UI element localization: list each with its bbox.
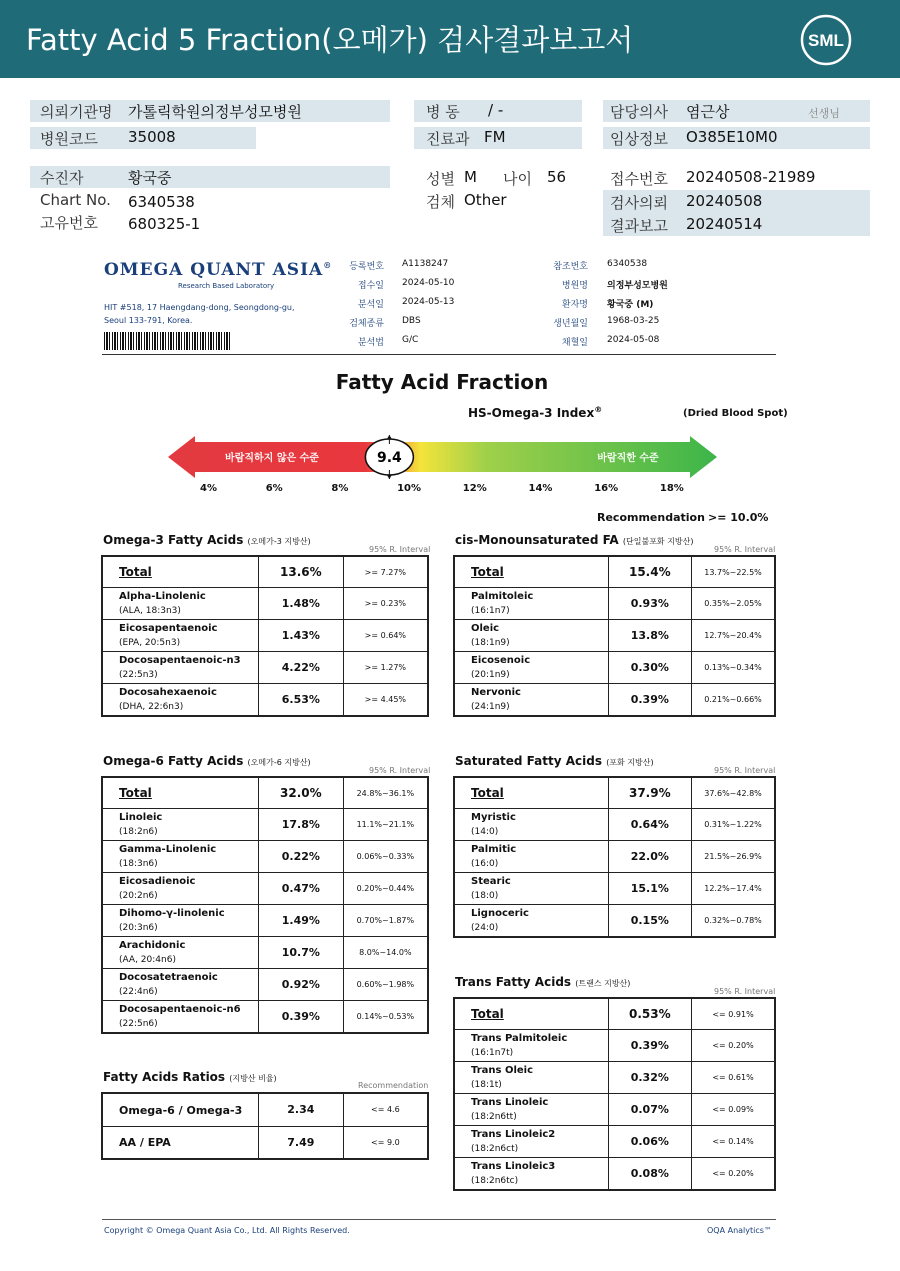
fatty-acid-code: (18:2n6ct) — [471, 1144, 519, 1155]
fatty-acid-code: (18:0) — [471, 891, 499, 902]
table-row — [102, 620, 428, 652]
lab-meta-label: 채혈일 — [561, 338, 588, 348]
fatty-acid-value: 0.92% — [258, 969, 343, 1001]
lab-meta-label: 생년월일 — [553, 319, 588, 329]
fatty-acid-label: Total — [471, 786, 504, 801]
fatty-acid-label: Eicosapentaenoic — [119, 623, 218, 635]
gauge-good-label: 바람직한 수준 — [597, 453, 659, 464]
fatty-acid-label: Total — [119, 565, 152, 580]
fatty-acid-name — [454, 809, 608, 841]
gauge-tick-label: 8% — [331, 483, 349, 494]
table-row — [454, 684, 775, 717]
oqa-subtitle: Research Based Laboratory — [178, 282, 275, 290]
table-row — [454, 556, 775, 588]
report-title: Fatty Acid 5 Fraction(오메가) 검사결과보고서 — [26, 23, 634, 57]
fatty-acid-name — [454, 556, 608, 588]
fatty-acid-value: 15.4% — [608, 556, 691, 588]
fatty-acid-name — [102, 556, 258, 588]
fatty-acid-code: (24:0) — [471, 923, 499, 934]
fatty-acid-code: (18:1t) — [471, 1080, 502, 1091]
reference-range: 0.20%~0.44% — [343, 873, 428, 905]
fatty-acid-code: (18:2n6) — [119, 827, 158, 838]
omega6-title: Omega-6 Fatty Acids (오메가-6 지방산) — [103, 754, 311, 768]
omega3-title: Omega-3 Fatty Acids (오메가-3 지방산) — [103, 533, 311, 547]
reference-range: 0.06%~0.33% — [343, 841, 428, 873]
fatty-acid-code: (18:3n6) — [119, 859, 158, 870]
reference-range: >= 0.23% — [343, 588, 428, 620]
reference-range: <= 0.91% — [692, 998, 775, 1030]
fatty-acid-label: Oleic — [471, 623, 500, 635]
table-row — [102, 1126, 428, 1159]
fatty-acid-name — [454, 1126, 608, 1158]
table-row — [102, 873, 428, 905]
lab-meta-label: 검체종류 — [349, 319, 384, 329]
fatty-acid-name — [454, 998, 608, 1030]
fatty-acid-name — [454, 620, 608, 652]
fatty-acid-value: 7.49 — [258, 1126, 343, 1159]
chart-label: Chart No. — [40, 191, 111, 209]
report-value: 20240514 — [686, 215, 763, 233]
fatty-acid-name — [454, 873, 608, 905]
fatty-acid-value: 0.06% — [608, 1126, 691, 1158]
lab-meta-value: 의정부성모병원 — [607, 281, 668, 291]
table-row — [454, 809, 775, 841]
fatty-acid-label: Trans Linoleic2 — [471, 1129, 556, 1141]
omega3-table — [101, 555, 429, 717]
specimen-value: Other — [464, 191, 507, 209]
reference-range: 0.60%~1.98% — [343, 969, 428, 1001]
lab-meta-value: A1138247 — [402, 259, 449, 269]
footer-brand: OQA Analytics™ — [707, 1226, 772, 1235]
reference-range: 8.0%~14.0% — [343, 937, 428, 969]
fatty-acid-label: Eicosenoic — [471, 655, 531, 667]
gauge-tick-label: 12% — [462, 483, 487, 494]
mufa-table — [453, 555, 776, 717]
code-value: 35008 — [128, 128, 176, 146]
fatty-acid-value: 1.43% — [258, 620, 343, 652]
reference-range: 13.7%~22.5% — [692, 556, 775, 588]
table-row — [454, 873, 775, 905]
gauge-tick-label: 14% — [528, 483, 553, 494]
fatty-acid-value: 6.53% — [258, 684, 343, 717]
fatty-acid-label: Docosapentaenoic-n3 — [119, 655, 241, 667]
reference-range: <= 0.14% — [692, 1126, 775, 1158]
oqa-logo: OMEGA QUANT ASIA® — [104, 260, 333, 280]
footer-copyright: Copyright © Omega Quant Asia Co., Ltd. All Rights Reserved. — [104, 1226, 350, 1235]
fatty-acid-name — [102, 937, 258, 969]
sample-type: (Dried Blood Spot) — [683, 408, 788, 419]
report-label: 결과보고 — [610, 217, 668, 235]
fatty-acid-name — [454, 777, 608, 809]
fatty-acid-value: 1.49% — [258, 905, 343, 937]
fatty-acid-code: (18:1n9) — [471, 638, 510, 649]
id-label: 고유번호 — [40, 214, 98, 232]
omega3-interval: 95% R. Interval — [369, 545, 431, 554]
table-row — [102, 1001, 428, 1034]
fatty-acid-name — [454, 684, 608, 717]
fatty-acid-value: 0.39% — [258, 1001, 343, 1034]
table-row — [102, 652, 428, 684]
specimen-label: 검체 — [426, 193, 455, 211]
ward-value: / - — [488, 101, 504, 119]
table-row — [102, 841, 428, 873]
table-row — [102, 1093, 428, 1126]
fraction-title: Fatty Acid Fraction — [335, 370, 549, 394]
reference-range: <= 0.20% — [692, 1158, 775, 1191]
reference-range: <= 0.20% — [692, 1030, 775, 1062]
fatty-acid-label: Palmitic — [471, 844, 517, 856]
fatty-acid-name — [454, 1062, 608, 1094]
table-row — [102, 556, 428, 588]
reference-range: 0.21%~0.66% — [692, 684, 775, 717]
fatty-acid-value: 13.8% — [608, 620, 691, 652]
req-value: 20240508 — [686, 192, 763, 210]
name-value: 황국중 — [128, 169, 172, 187]
fatty-acid-label: Linoleic — [119, 812, 163, 824]
table-row — [454, 1094, 775, 1126]
recommendation-value: >= 10.0% — [708, 511, 769, 524]
doctor-value: 염근상 — [686, 103, 730, 121]
fatty-acid-code: (16:1n7) — [471, 606, 510, 617]
table-row — [454, 620, 775, 652]
table-row — [102, 937, 428, 969]
table-row — [454, 1030, 775, 1062]
recommendation-label: Recommendation — [597, 511, 705, 524]
dept-value: FM — [484, 128, 506, 146]
fatty-acid-code: (22:5n6) — [119, 1019, 158, 1030]
trans-title: Trans Fatty Acids (트랜스 지방산) — [455, 975, 631, 989]
fatty-acid-label: Dihomo-γ-linolenic — [119, 908, 225, 920]
fatty-acid-name — [102, 777, 258, 809]
fatty-acid-label: Alpha-Linolenic — [119, 591, 206, 603]
table-row — [454, 1126, 775, 1158]
fatty-acid-value: 0.08% — [608, 1158, 691, 1191]
lab-address-1: HIT #518, 17 Haengdang-dong, Seongdong-gu, — [104, 303, 295, 312]
fatty-acid-code: (22:5n3) — [119, 670, 158, 681]
reference-range: >= 4.45% — [343, 684, 428, 717]
reference-range: 0.70%~1.87% — [343, 905, 428, 937]
fatty-acid-name — [102, 1126, 258, 1159]
sfa-title: Saturated Fatty Acids (포화 지방산) — [455, 754, 654, 768]
fatty-acid-label: Palmitoleic — [471, 591, 534, 603]
ward-label: 병 동 — [426, 103, 460, 121]
doctor-label: 담당의사 — [610, 103, 668, 121]
fatty-acid-code: (EPA, 20:5n3) — [119, 638, 181, 649]
reference-range: 0.13%~0.34% — [692, 652, 775, 684]
doctor-suffix: 선생님 — [808, 107, 840, 120]
dept-label: 진료과 — [426, 130, 470, 148]
fatty-acid-value: 0.15% — [608, 905, 691, 938]
fatty-acid-value: 0.22% — [258, 841, 343, 873]
reference-range: 12.2%~17.4% — [692, 873, 775, 905]
fatty-acid-label: Gamma-Linolenic — [119, 844, 217, 856]
fatty-acid-value: 4.22% — [258, 652, 343, 684]
fatty-acid-label: Total — [471, 1007, 504, 1022]
fatty-acid-value: 0.39% — [608, 1030, 691, 1062]
fatty-acid-value: 1.48% — [258, 588, 343, 620]
fatty-acid-value: 0.30% — [608, 652, 691, 684]
table-row — [102, 969, 428, 1001]
index-title: HS-Omega-3 Index® — [468, 405, 603, 420]
fatty-acid-value: 0.32% — [608, 1062, 691, 1094]
header-divider — [102, 354, 776, 355]
clinical-value: O385E10M0 — [686, 128, 778, 146]
fatty-acid-label: Myristic — [471, 812, 516, 824]
inst-value: 가톨릭학원의정부성모병원 — [128, 103, 302, 121]
table-row — [454, 841, 775, 873]
lab-meta-label: 환자명 — [561, 300, 588, 310]
gauge-value-label: 9.4 — [376, 450, 402, 466]
chart-value: 6340538 — [128, 193, 195, 211]
fatty-acid-value: 0.47% — [258, 873, 343, 905]
fatty-acid-name — [102, 652, 258, 684]
table-row — [454, 905, 775, 938]
lab-meta-label: 접수일 — [357, 281, 384, 291]
gauge-bad-label: 바람직하지 않은 수준 — [225, 453, 319, 464]
table-row — [102, 684, 428, 717]
trans-table — [453, 997, 776, 1191]
clinical-label: 임상정보 — [610, 130, 668, 148]
sml-logo-icon — [798, 12, 854, 68]
fatty-acid-value: 0.39% — [608, 684, 691, 717]
age-value: 56 — [547, 168, 567, 186]
lab-meta-value: 2024-05-10 — [402, 278, 455, 288]
id-value: 680325-1 — [128, 215, 201, 233]
lab-meta-value: DBS — [402, 316, 421, 326]
footer-divider — [102, 1219, 776, 1220]
fatty-acid-label: AA / EPA — [119, 1136, 171, 1150]
sfa-table — [453, 776, 776, 938]
reference-range: <= 9.0 — [343, 1126, 428, 1159]
fatty-acid-name — [102, 588, 258, 620]
fatty-acid-code: (18:2n6tt) — [471, 1112, 517, 1123]
recv-label: 접수번호 — [610, 170, 668, 188]
reference-range: >= 1.27% — [343, 652, 428, 684]
reference-range: <= 4.6 — [343, 1093, 428, 1126]
table-row — [454, 1062, 775, 1094]
fatty-acid-value: 0.64% — [608, 809, 691, 841]
reference-range: 12.7%~20.4% — [692, 620, 775, 652]
table-row — [454, 1158, 775, 1191]
reference-range: >= 0.64% — [343, 620, 428, 652]
omega6-interval: 95% R. Interval — [369, 766, 431, 775]
fatty-acid-value: 13.6% — [258, 556, 343, 588]
table-row — [454, 777, 775, 809]
gauge-tick-label: 4% — [200, 483, 217, 494]
reference-range: 0.14%~0.53% — [343, 1001, 428, 1034]
fatty-acid-value: 15.1% — [608, 873, 691, 905]
fatty-acid-code: (16:1n7t) — [471, 1048, 514, 1059]
gauge-tick-label: 16% — [594, 483, 619, 494]
fatty-acid-label: Lignoceric — [471, 908, 529, 920]
code-label: 병원코드 — [40, 130, 98, 148]
lab-meta-value: 1968-03-25 — [607, 316, 660, 326]
fatty-acid-value: 2.34 — [258, 1093, 343, 1126]
fatty-acid-value: 32.0% — [258, 777, 343, 809]
fatty-acid-name — [454, 841, 608, 873]
ratios-table — [101, 1092, 429, 1160]
fatty-acid-code: (DHA, 22:6n3) — [119, 702, 184, 713]
fatty-acid-code: (ALA, 18:3n3) — [119, 606, 181, 617]
reference-range: 0.35%~2.05% — [692, 588, 775, 620]
fatty-acid-code: (20:3n6) — [119, 923, 158, 934]
fatty-acid-value: 0.93% — [608, 588, 691, 620]
reference-range: <= 0.09% — [692, 1094, 775, 1126]
lab-meta-label: 참조번호 — [553, 262, 588, 272]
table-row — [454, 588, 775, 620]
table-row — [454, 998, 775, 1030]
fatty-acid-label: Omega-6 / Omega-3 — [119, 1103, 243, 1117]
fatty-acid-value: 0.53% — [608, 998, 691, 1030]
sex-value: M — [464, 168, 477, 186]
fatty-acid-name — [102, 1001, 258, 1034]
fatty-acid-name — [454, 905, 608, 938]
sml-logo-text: SML — [808, 31, 844, 50]
fatty-acid-name — [454, 1030, 608, 1062]
fatty-acid-label: Total — [471, 565, 504, 580]
fatty-acid-label: Eicosadienoic — [119, 876, 196, 888]
age-label: 나이 — [503, 170, 532, 188]
fatty-acid-code: (22:4n6) — [119, 987, 158, 998]
recv-value: 20240508-21989 — [686, 168, 816, 186]
fatty-acid-label: Nervonic — [471, 687, 521, 699]
fatty-acid-value: 17.8% — [258, 809, 343, 841]
fatty-acid-label: Arachidonic — [119, 940, 186, 952]
fatty-acid-name — [454, 1094, 608, 1126]
lab-meta-value: 2024-05-13 — [402, 297, 455, 307]
fatty-acid-code: (14:0) — [471, 827, 499, 838]
reference-range: 0.32%~0.78% — [692, 905, 775, 938]
fatty-acid-name — [102, 905, 258, 937]
fatty-acid-code: (24:1n9) — [471, 702, 510, 713]
gauge-marker — [365, 435, 413, 479]
req-label: 검사의뢰 — [610, 194, 668, 212]
fatty-acid-label: Docosapentaenoic-n6 — [119, 1004, 241, 1016]
fatty-acid-label: Trans Linoleic3 — [471, 1161, 556, 1173]
table-row — [102, 809, 428, 841]
trans-interval: 95% R. Interval — [714, 987, 776, 996]
sfa-interval: 95% R. Interval — [714, 766, 776, 775]
fatty-acid-value: 0.07% — [608, 1094, 691, 1126]
mufa-title: cis-Monounsaturated FA (단일불포화 지방산) — [455, 533, 694, 547]
lab-meta-value: 2024-05-08 — [607, 335, 660, 345]
fatty-acid-code: (20:2n6) — [119, 891, 158, 902]
fatty-acid-code: (16:0) — [471, 859, 499, 870]
header-bar — [0, 0, 900, 78]
lab-address-2: Seoul 133-791, Korea. — [104, 316, 193, 325]
table-row — [454, 652, 775, 684]
fatty-acid-label: Trans Linoleic — [471, 1097, 549, 1109]
lab-meta-label: 병원명 — [561, 281, 588, 291]
table-row — [102, 777, 428, 809]
reference-range: 11.1%~21.1% — [343, 809, 428, 841]
fatty-acid-name — [102, 684, 258, 717]
reference-range: 0.31%~1.22% — [692, 809, 775, 841]
reference-range: 21.5%~26.9% — [692, 841, 775, 873]
ratios-title: Fatty Acids Ratios (지방산 비율) — [103, 1070, 277, 1084]
table-row — [102, 588, 428, 620]
name-label: 수진자 — [40, 169, 84, 187]
fatty-acid-name — [454, 1158, 608, 1191]
fatty-acid-name — [102, 809, 258, 841]
fatty-acid-name — [102, 873, 258, 905]
fatty-acid-name — [454, 588, 608, 620]
fatty-acid-label: Trans Palmitoleic — [471, 1033, 568, 1045]
fatty-acid-value: 37.9% — [608, 777, 691, 809]
fatty-acid-label: Stearic — [471, 876, 511, 888]
lab-meta-value: 황국중 (M) — [607, 300, 654, 310]
reference-range: >= 7.27% — [343, 556, 428, 588]
fatty-acid-name — [454, 652, 608, 684]
mufa-interval: 95% R. Interval — [714, 545, 776, 554]
reference-range: <= 0.61% — [692, 1062, 775, 1094]
fatty-acid-name — [102, 620, 258, 652]
lab-meta-label: 등록번호 — [349, 262, 384, 272]
name-pill — [30, 166, 390, 188]
fatty-acid-value: 10.7% — [258, 937, 343, 969]
fatty-acid-name — [102, 969, 258, 1001]
lab-meta-value: 6340538 — [607, 259, 648, 269]
reference-range: 37.6%~42.8% — [692, 777, 775, 809]
fatty-acid-name — [102, 841, 258, 873]
table-row — [102, 905, 428, 937]
fatty-acid-label: Docosahexaenoic — [119, 687, 217, 699]
lab-meta-label: 분석법 — [357, 338, 384, 348]
omega3-gauge — [160, 430, 725, 485]
fatty-acid-label: Trans Oleic — [471, 1065, 534, 1077]
barcode-icon — [104, 332, 230, 350]
fatty-acid-label: Docosatetraenoic — [119, 972, 218, 984]
ratios-rec-label: Recommendation — [358, 1081, 429, 1090]
reference-range: 24.8%~36.1% — [343, 777, 428, 809]
fatty-acid-code: (20:1n9) — [471, 670, 510, 681]
lab-meta-value: G/C — [402, 335, 419, 345]
fatty-acid-value: 22.0% — [608, 841, 691, 873]
sex-label: 성별 — [426, 170, 455, 188]
fatty-acid-label: Total — [119, 786, 152, 801]
gauge-tick-label: 18% — [659, 483, 684, 494]
fatty-acid-code: (AA, 20:4n6) — [119, 955, 176, 966]
gauge-tick-label: 6% — [265, 483, 283, 494]
fatty-acid-code: (18:2n6tc) — [471, 1176, 519, 1187]
omega6-table — [101, 776, 429, 1034]
gauge-tick-label: 10% — [397, 483, 422, 494]
inst-label: 의뢰기관명 — [40, 103, 113, 121]
fatty-acid-name — [102, 1093, 258, 1126]
lab-meta-label: 분석일 — [357, 300, 384, 310]
